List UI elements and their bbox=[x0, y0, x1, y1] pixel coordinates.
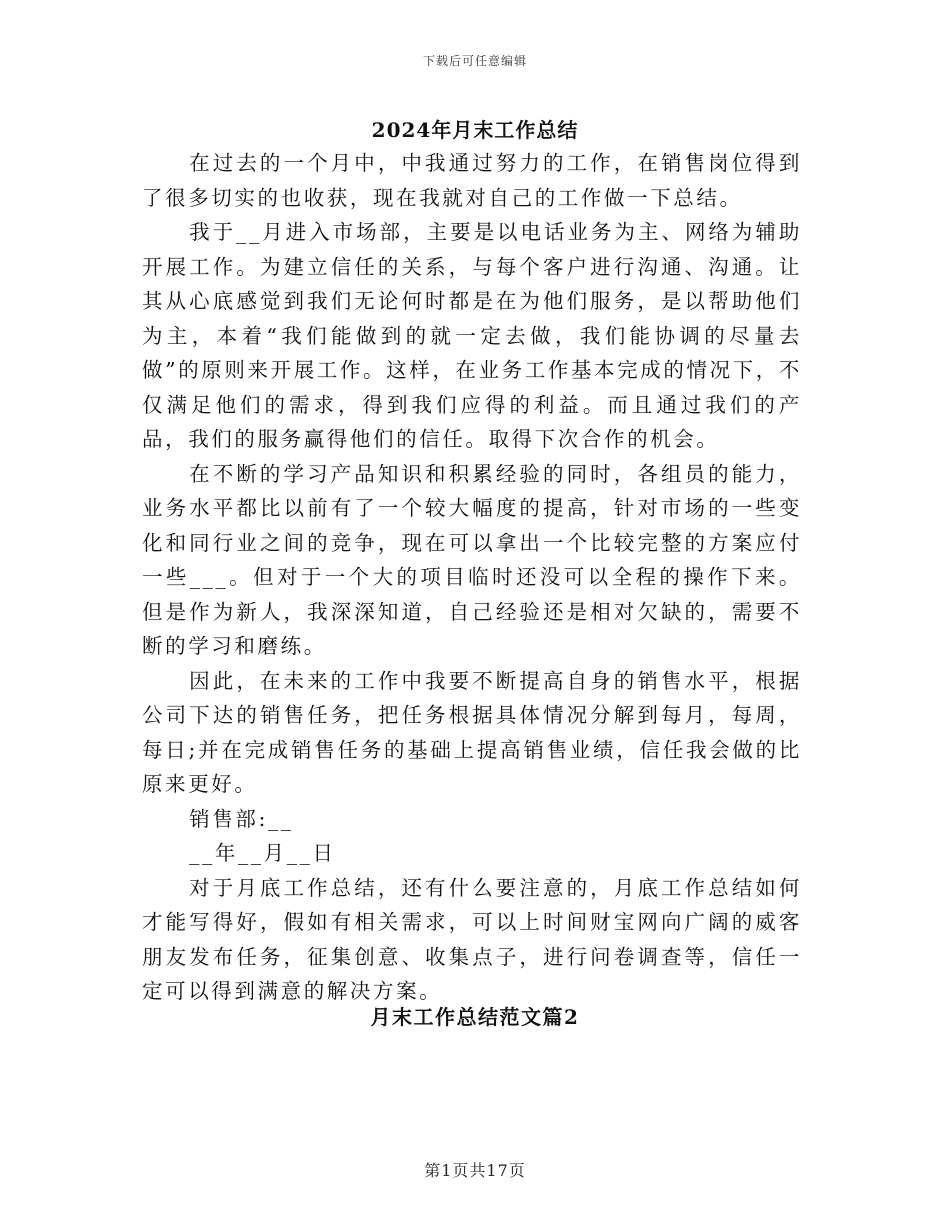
page-number: 第1页共17页 bbox=[424, 1161, 526, 1180]
paragraph-market-department: 我于__月进入市场部，主要是以电话业务为主、网络为辅助开展工作。为建立信任的关系，与每个客户进行沟通、沟通。让其从心底感觉到我们无论何时都是在为他们服务，是以帮助他们为主，本着“我们能做到的就一定去做，我们能协调的尽量去做”的原则来开展工作。这样，在业务工作基本完成的情况下，不仅满足他们的需求，得到我们应得的利益。而且通过我们的产品，我们的服务赢得他们的信任。取得下次合作的机会。 bbox=[142, 220, 802, 451]
paragraph-future-plan: 因此，在未来的工作中我要不断提高自身的销售水平，根据公司下达的销售任务，把任务根据具体情况分解到每月，每周，每日;并在完成销售任务的基础上提高销售业绩，信任我会做的比原来更好。 bbox=[142, 668, 802, 796]
paragraph-tips: 对于月底工作总结，还有什么要注意的，月底工作总结如何才能写得好，假如有相关需求，可以上时间财宝网向广阔的威客朋友发布任务，征集创意、收集点子，进行问卷调查等，信任一定可以得到满意的解决方案。 bbox=[142, 875, 802, 1003]
document-title: 2024年月末工作总结 bbox=[371, 118, 579, 142]
signature-date: __年__月__日 bbox=[189, 841, 336, 865]
signature-department: 销售部:__ bbox=[189, 806, 294, 831]
paragraph-learning: 在不断的学习产品知识和积累经验的同时，各组员的能力，业务水平都比以前有了一个较大幅度的提高，针对市场的一些变化和同行业之间的竞争，现在可以拿出一个比较完整的方案应付一些___。但对于一个大的项目临时还没可以全程的操作下来。但是作为新人，我深深知道，自己经验还是相对欠缺的，需要不断的学习和磨练。 bbox=[142, 461, 802, 658]
document-body bbox=[142, 146, 802, 1009]
paragraph-intro: 在过去的一个月中，中我通过努力的工作，在销售岗位得到了很多切实的也收获，现在我就对自己的工作做一下总结。 bbox=[142, 151, 802, 210]
page-header-note: 下载后可任意编辑 bbox=[422, 54, 527, 68]
section-title: 月末工作总结范文篇2 bbox=[370, 1005, 580, 1029]
